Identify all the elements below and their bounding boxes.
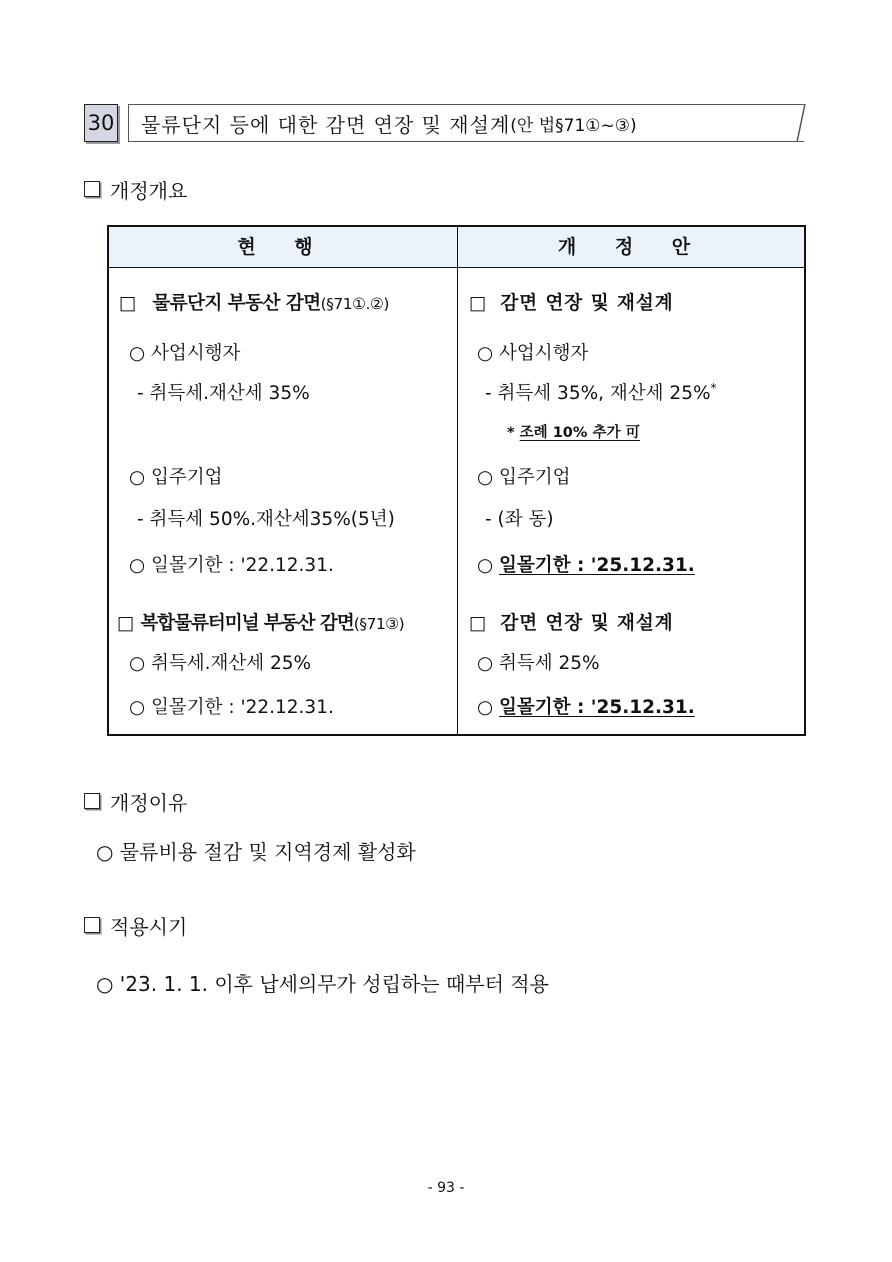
section-reason-label: 개정이유 (110, 790, 188, 815)
square-bullet-icon: □ (119, 293, 137, 314)
left-line-4: - 취득세 50%.재산세35%(5년) (137, 509, 395, 530)
left-line-1: ○ 사업시행자 (129, 343, 241, 364)
right-line-2: - 취득세 35%, 재산세 25%* (485, 380, 717, 404)
section-reason (84, 788, 187, 814)
checkbox-icon (84, 181, 100, 197)
checkbox-icon (84, 793, 100, 809)
right-line-4: - (좌 동) (485, 509, 554, 530)
timing-text: ○ '23. 1. 1. 이후 납세의무가 성립하는 때부터 적용 (96, 972, 549, 996)
left-line-7: ○ 일몰기한 : '22.12.31. (129, 697, 334, 718)
square-bullet-icon: □ (117, 613, 135, 634)
left-heading-2: □ 복합물류터미널 부동산 감면(§71③) (117, 613, 405, 634)
left-heading-1: □ 물류단지 부동산 감면(§71①.②) (119, 293, 389, 314)
square-bullet-icon: □ (469, 613, 487, 634)
item-number: 30 (84, 104, 118, 142)
section-overview-label: 개정개요 (110, 178, 188, 203)
left-line-3: ○ 입주기업 (129, 467, 223, 488)
section-timing (84, 912, 187, 938)
table-column-divider (457, 227, 458, 734)
left-line-5: ○ 일몰기한 : '22.12.31. (129, 555, 334, 576)
right-line-5: ○ 일몰기한 : '25.12.31. (477, 555, 695, 576)
page-number: - 93 - (427, 1180, 465, 1196)
column-header-current: 현 행 (237, 236, 329, 258)
comparison-table (107, 225, 806, 736)
right-note: * 조례 10% 추가 可 (507, 425, 641, 441)
right-line-6: ○ 취득세 25% (477, 653, 600, 674)
square-bullet-icon: □ (469, 293, 487, 314)
right-heading-2: □ 감면 연장 및 재설계 (469, 613, 674, 634)
left-line-2: - 취득세.재산세 35% (137, 383, 310, 404)
title-slant-edge (796, 104, 806, 142)
title-ref: (안 법§71①~③) (510, 115, 637, 136)
column-header-proposed: 개 정 안 (557, 236, 707, 258)
section-timing-label: 적용시기 (110, 914, 188, 939)
checkbox-icon (84, 917, 100, 933)
reason-text: ○ 물류비용 절감 및 지역경제 활성화 (96, 840, 416, 864)
right-line-1: ○ 사업시행자 (477, 343, 589, 364)
left-line-6: ○ 취득세.재산세 25% (129, 653, 312, 674)
title-text: 물류단지 등에 대한 감면 연장 및 재설계 (141, 112, 511, 137)
section-overview (84, 176, 187, 202)
right-line-3: ○ 입주기업 (477, 467, 571, 488)
right-heading-1: □ 감면 연장 및 재설계 (469, 293, 674, 314)
page-title (128, 104, 804, 142)
right-line-7: ○ 일몰기한 : '25.12.31. (477, 697, 695, 718)
